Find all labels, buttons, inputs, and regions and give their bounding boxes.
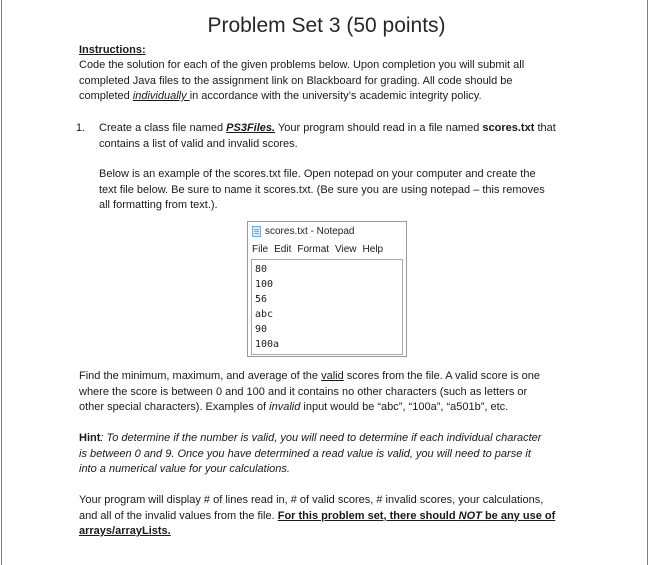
- instructions-emphasis: individually: [132, 90, 190, 102]
- find-line-3-post: input would be “abc”, “100a”, “a501b”, etc.: [300, 401, 509, 413]
- problem-1-line-1-end: that: [534, 122, 556, 134]
- problem-1-text: [99, 121, 579, 152]
- final-line-2-pre: and all of the invalid values from the file.: [79, 509, 278, 522]
- notepad-line: 80: [255, 264, 268, 275]
- example-line-2: text file below. Be sure to name it scores.txt. (Be sure you are using notepad – this removes: [99, 183, 545, 196]
- notepad-menu-bar: [248, 242, 406, 258]
- notepad-menu-file[interactable]: File: [252, 244, 269, 255]
- problem-1-number: 1.: [76, 122, 86, 134]
- find-line-1: [79, 369, 574, 385]
- notepad-title: scores.txt - Notepad: [265, 226, 355, 237]
- notepad-screenshot: [247, 221, 407, 357]
- notepad-menu-format[interactable]: Format: [297, 244, 330, 255]
- find-line-3-pre: other special characters). Examples of: [79, 401, 270, 413]
- notepad-icon: [252, 226, 261, 237]
- notepad-line: 100a: [255, 339, 280, 350]
- notepad-menu-view[interactable]: View: [335, 244, 357, 255]
- problem-1-class-name: PS3Files.: [226, 122, 276, 134]
- final-requirement-not: NOT: [458, 509, 482, 522]
- page-title: Problem Set 3 (50 points): [207, 14, 446, 37]
- instructions-line-3: [79, 89, 574, 105]
- find-valid-emphasis: valid: [321, 370, 344, 382]
- problem-1-line-2: contains a list of valid and invalid scores.: [99, 137, 298, 150]
- find-line-2: where the score is between 0 and 100 and it contains no other characters (such as letters or: [79, 385, 528, 398]
- find-line-3: [79, 400, 574, 416]
- notepad-menu-edit[interactable]: Edit: [274, 244, 292, 255]
- final-requirement-2: be any use of: [481, 509, 556, 522]
- notepad-menu-help[interactable]: Help: [362, 244, 384, 255]
- example-line-3: all formatting from text.).: [99, 199, 218, 211]
- instructions-heading: Instructions:: [79, 44, 146, 56]
- problem-1-line-1: [99, 121, 579, 137]
- notepad-line: 100: [255, 279, 274, 290]
- notepad-line: 56: [255, 294, 268, 305]
- hint-label: Hint: [79, 432, 101, 444]
- hint-line-1-text: : To determine if the number is valid, you will need to determine if each individual character: [100, 432, 542, 444]
- problem-1-line-1-post: Your program should read in a file named: [275, 122, 483, 134]
- final-line-2: [79, 509, 574, 525]
- hint-line-2: is between 0 and 9. Once you have determined a read value is valid, you will need to parse it: [79, 447, 531, 460]
- instructions-body: [79, 58, 574, 105]
- example-line-1: Below is an example of the scores.txt file. Open notepad on your computer and create the: [99, 168, 536, 180]
- notepad-title-bar: [248, 222, 406, 241]
- example-paragraph: [99, 167, 574, 214]
- instructions-line-3-post: in accordance with the university’s academic integrity policy.: [189, 90, 482, 102]
- page-border-right: [647, 0, 648, 565]
- hint-line-3: into a numerical value for your calculations.: [79, 463, 290, 475]
- problem-1-line-1-pre: Create a class file named: [99, 122, 227, 134]
- final-requirement-1: For this problem set, there should: [277, 509, 459, 522]
- problem-1-file-name: scores.txt: [482, 122, 535, 134]
- find-invalid-emphasis: invalid: [269, 401, 301, 413]
- instructions-line-3-pre: completed: [79, 90, 133, 102]
- notepad-line: 90: [255, 324, 268, 335]
- find-line-1-post: scores from the file. A valid score is one: [343, 370, 540, 382]
- final-line-3: arrays/arrayLists.: [79, 525, 171, 537]
- notepad-text-area[interactable]: [251, 259, 403, 355]
- hint-line-1: [79, 431, 574, 447]
- find-line-1-pre: Find the minimum, maximum, and average of the: [79, 370, 322, 382]
- notepad-line: abc: [255, 309, 274, 320]
- hint-paragraph: [79, 431, 574, 478]
- instructions-line-2: completed Java files to the assignment link on Blackboard for grading. All code should be: [79, 74, 513, 87]
- page-border-left: [1, 0, 2, 565]
- instructions-line-1: Code the solution for each of the given problems below. Upon completion you will submit all: [79, 59, 525, 71]
- find-paragraph: [79, 369, 574, 416]
- final-paragraph: [79, 493, 574, 540]
- final-line-1: Your program will display # of lines read in, # of valid scores, # invalid scores, your calculations,: [79, 494, 544, 506]
